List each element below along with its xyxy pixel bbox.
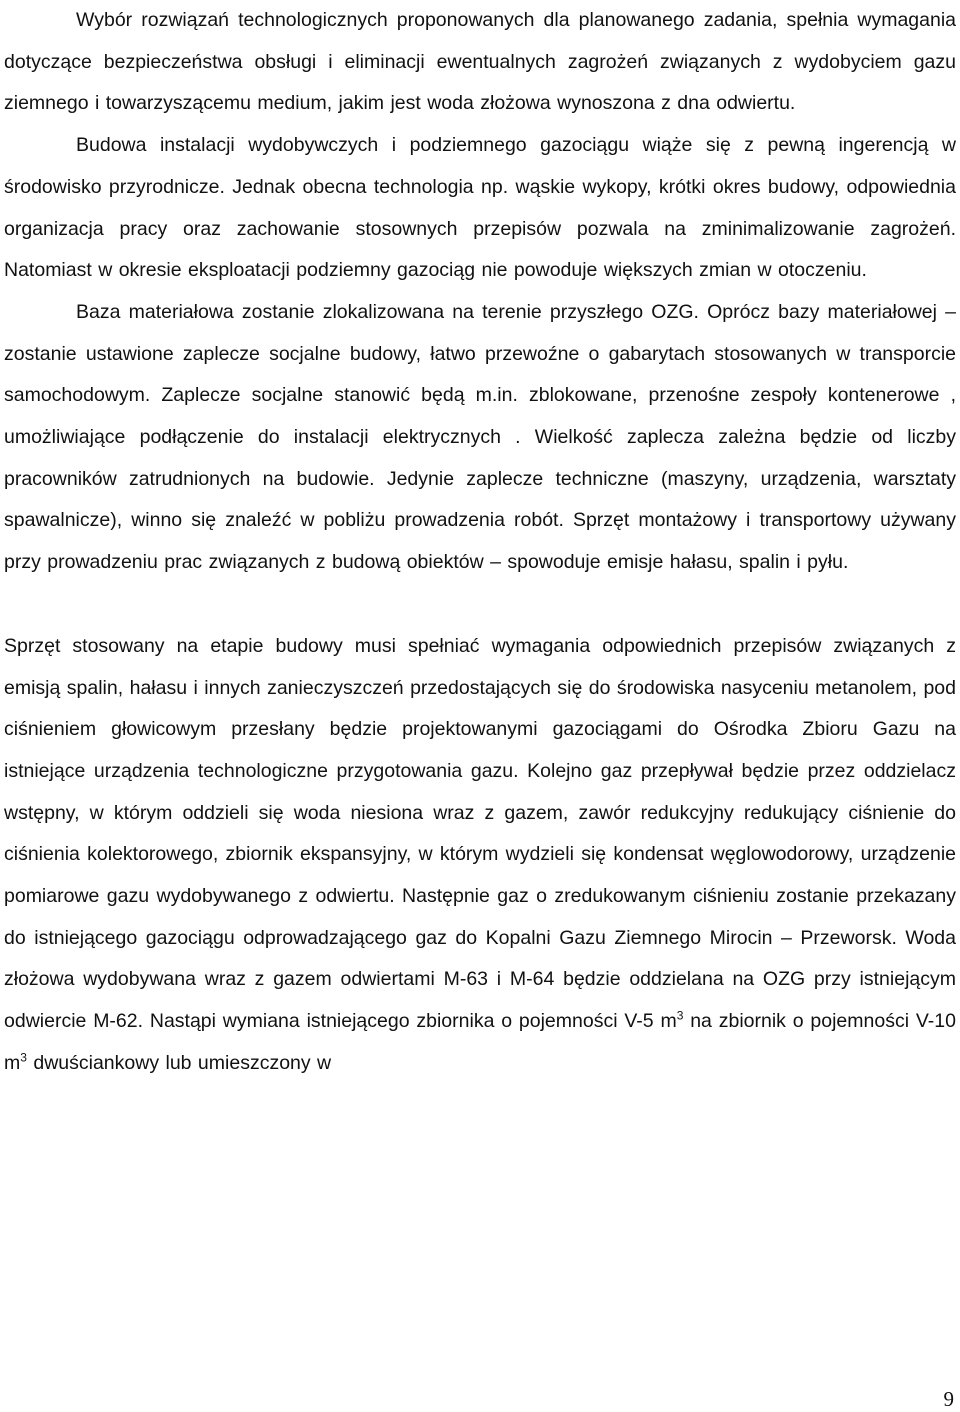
paragraph-4-text-c: dwuściankowy lub umieszczony w (26, 1051, 332, 1074)
text-block-1 (4, 0, 956, 584)
superscript-cubic-1: 3 (676, 1008, 684, 1023)
paragraph-3: Baza materiałowa zostanie zlokalizowana na terenie przyszłego OZG. Oprócz bazy materiałowej – zostanie ustawione zaplecze socjalne budowy, łatwo przewoźne o gabarytach stosowanych w transporcie samochodowym. Zaplecze socjalne stanowić będą m.in. zblokowane, przenośne zespoły kontenerowe , umożliwiające podłączenie do instalacji elektrycznych . Wielkość zaplecza zależna będzie od liczby pracowników zatrudnionych na budowie. Jedynie zaplecze techniczne (maszyny, urządzenia, warsztaty spawalnicze), winno się znaleźć w pobliżu prowadzenia robót. Sprzęt montażowy i transportowy używany przy prowadzeniu prac związanych z budową obiektów – spowoduje emisje hałasu, spalin i pyłu. (4, 300, 956, 574)
paragraph-4-text-b: na zbiornik o pojemności V-10 m (4, 1010, 956, 1074)
paragraph-4-text-a: Sprzęt stosowany na etapie budowy musi spełniać wymagania odpowiednich przepisów związanych z emisją spalin, hałasu i innych zanieczyszczeń przedostających się do środowiska nasyceniu metanolem, pod ciśnieniem głowicowym przesłany będzie projektowanymi gazociągami do Ośrodka Zbioru Gazu na istniejące urządzenia technologiczne przygotowania gazu. Kolejno gaz przepływał będzie przez oddzielacz wstępny, w którym oddzieli się woda niesiona wraz z gazem, zawór redukcyjny redukujący ciśnienie do ciśnienia kolektorowego, zbiornik ekspansyjny, w którym wydzieli się kondensat węglowodorowy, urządzenie pomiarowe gazu wydobywanego z odwiertu. Następnie gaz o zredukowanym ciśnieniu zostanie przekazany do istniejącego gazociągu odprowadzającego gaz do Kopalni Gazu Ziemnego Mirocin – Przeworsk. Woda złożowa wydobywana wraz z gazem odwiertami M-63 i M-64 będzie oddzielana na OZG przy istniejącym odwiercie M-62. Nastąpi wymiana istniejącego zbiornika o pojemności V-5 m (4, 634, 956, 1033)
page-number: 9 (943, 1387, 954, 1411)
paragraph-2: Budowa instalacji wydobywczych i podziemnego gazociągu wiąże się z pewną ingerencją w środowisko przyrodnicze. Jednak obecna technologia np. wąskie wykopy, krótki okres budowy, odpowiednia organizacja pracy oraz zachowanie stosownych przepisów pozwala na zminimalizowanie zagrożeń. Natomiast w okresie eksploatacji podziemny gazociąg nie powoduje większych zmian w otoczeniu. (4, 134, 956, 282)
superscript-cubic-2: 3 (20, 1050, 27, 1065)
document-page (4, 0, 956, 1085)
paragraph-4 (4, 626, 956, 1085)
paragraph-1: Wybór rozwiązań technologicznych proponowanych dla planowanego zadania, spełnia wymagania dotyczące bezpieczeństwa obsługi i eliminacji ewentualnych zagrożeń związanych z wydobyciem gazu ziemnego i towarzyszącemu medium, jakim jest woda złożowa wynoszona z dna odwiertu. (4, 9, 956, 115)
